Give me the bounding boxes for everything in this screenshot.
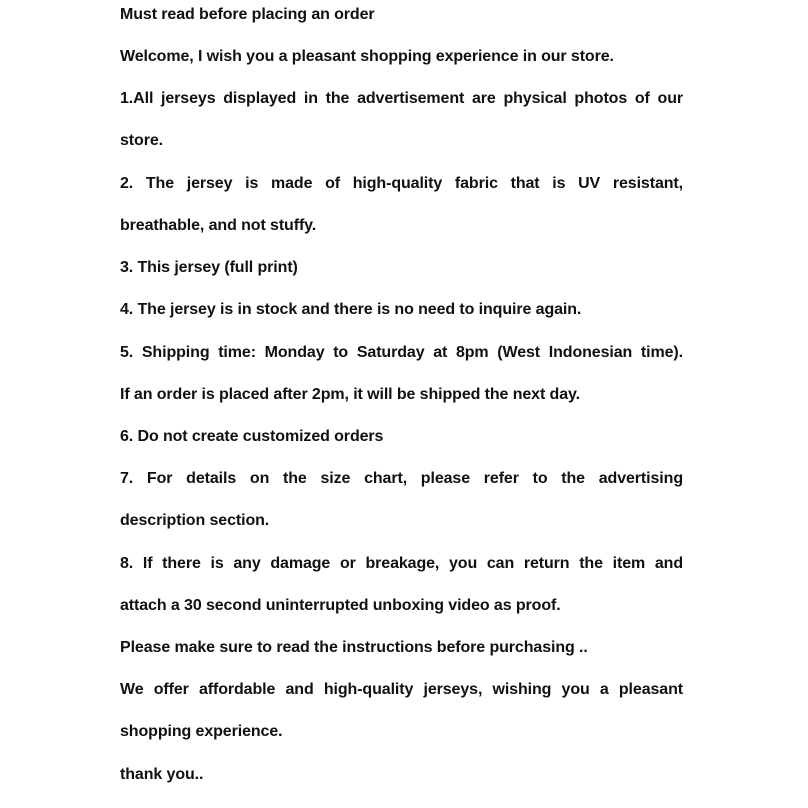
item-3: 3. This jersey (full print) bbox=[120, 259, 298, 276]
item-7-line-2: description section. bbox=[120, 512, 270, 529]
welcome-line: Welcome, I wish you a pleasant shopping experience in our store. bbox=[120, 48, 614, 65]
item-5-line-1: 5. Shipping time: Monday to Saturday at 8pm (West Indonesian time). bbox=[120, 344, 683, 361]
item-5-line-2: If an order is placed after 2pm, it will be shipped the next day. bbox=[120, 386, 580, 403]
document-title: Must read before placing an order bbox=[120, 6, 375, 23]
item-4: 4. The jersey is in stock and there is no need to inquire again. bbox=[120, 301, 582, 318]
item-1-line-2: store. bbox=[120, 132, 163, 149]
offer-line-1: We offer affordable and high-quality jerseys, wishing you a pleasant bbox=[120, 681, 683, 698]
item-8-line-2: attach a 30 second uninterrupted unboxing video as proof. bbox=[120, 597, 561, 614]
item-2-line-2: breathable, and not stuffy. bbox=[120, 217, 317, 234]
item-1-line-1: 1.All jerseys displayed in the advertisement are physical photos of our bbox=[120, 90, 683, 107]
item-7-line-1: 7. For details on the size chart, please refer to the advertising bbox=[120, 470, 683, 487]
reminder-line: Please make sure to read the instructions before purchasing .. bbox=[120, 639, 588, 656]
item-8-line-1: 8. If there is any damage or breakage, you can return the item and bbox=[120, 555, 683, 572]
closing-line: thank you.. bbox=[120, 766, 204, 783]
item-6: 6. Do not create customized orders bbox=[120, 428, 384, 445]
offer-line-2: shopping experience. bbox=[120, 723, 283, 740]
item-2-line-1: 2. The jersey is made of high-quality fabric that is UV resistant, bbox=[120, 175, 683, 192]
